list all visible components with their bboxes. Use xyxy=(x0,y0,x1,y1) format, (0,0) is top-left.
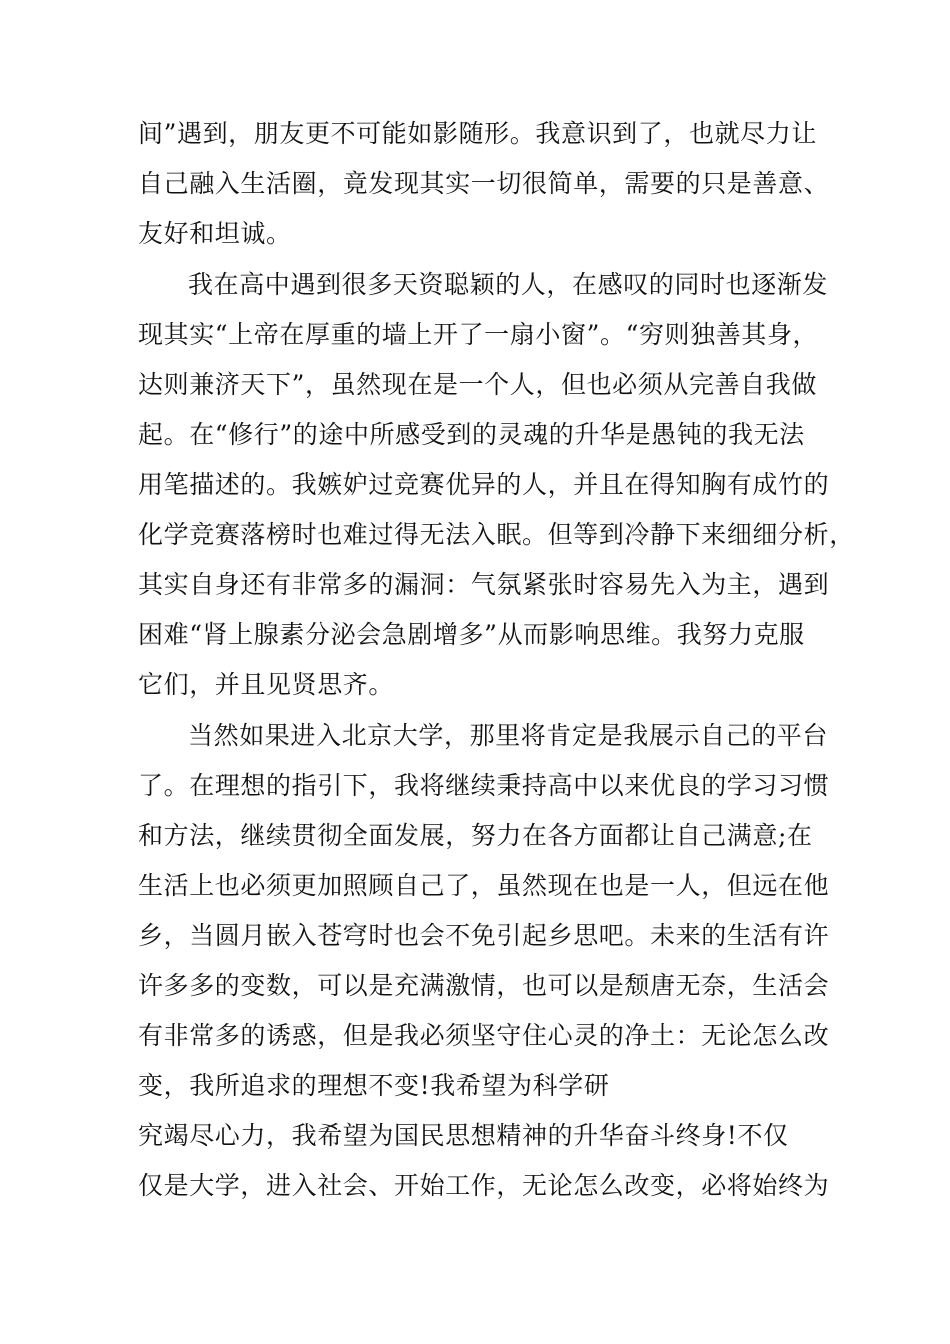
paragraph-first-line: 我在高中遇到很多天资聪颖的人，在感叹的同时也逐渐发 xyxy=(188,270,829,299)
text-line: 许多多的变数，可以是充满激情，也可以是颓唐无奈，生活会 xyxy=(138,971,830,1000)
text-line: 了。在理想的指引下，我将继续秉持高中以来优良的学习习惯 xyxy=(138,771,830,800)
text-line: 乡，当圆月嵌入苍穹时也会不免引起乡思吧。未来的生活有许 xyxy=(138,921,830,950)
paragraph-first-line: 当然如果进入北京大学，那里将肯定是我展示自己的平台 xyxy=(188,721,829,750)
text-line: 有非常多的诱惑，但是我必须坚守住心灵的净土：无论怎么改 xyxy=(138,1021,830,1050)
text-line: 变，我所追求的理想不变!我希望为科学研 xyxy=(138,1071,610,1100)
text-line: 和方法，继续贯彻全面发展，努力在各方面都让自己满意;在 xyxy=(138,821,813,850)
text-line: 困难“肾上腺素分泌会急剧增多”从而影响思维。我努力克服 xyxy=(138,620,805,649)
text-line: 它们，并且见贤思齐。 xyxy=(138,670,395,699)
text-line: 友好和坦诚。 xyxy=(138,219,292,248)
text-line: 达则兼济天下”，虽然现在是一个人，但也必须从完善自我做 xyxy=(138,370,817,399)
text-line: 化学竞赛落榜时也难过得无法入眠。但等到冷静下来细细分析， xyxy=(138,520,855,549)
text-line: 其实自身还有非常多的漏洞：气氛紧张时容易先入为主，遇到 xyxy=(138,570,830,599)
text-line: 现其实“上帝在厚重的墙上开了一扇小窗”。“穷则独善其身， xyxy=(138,320,819,349)
text-line: 仅是大学，进入社会、开始工作，无论怎么改变，必将始终为 xyxy=(138,1171,830,1200)
text-line: 究竭尽心力，我希望为国民思想精神的升华奋斗终身!不仅 xyxy=(138,1121,789,1150)
text-line: 起。在“修行”的途中所感受到的灵魂的升华是愚钝的我无法 xyxy=(138,420,805,449)
text-line: 间”遇到，朋友更不可能如影随形。我意识到了，也就尽力让 xyxy=(138,119,817,148)
text-line: 自己融入生活圈，竟发现其实一切很简单，需要的只是善意、 xyxy=(138,169,830,198)
text-line: 用笔描述的。我嫉妒过竞赛优异的人，并且在得知胸有成竹的 xyxy=(138,470,830,499)
text-line: 生活上也必须更加照顾自己了，虽然现在也是一人，但远在他 xyxy=(138,871,830,900)
